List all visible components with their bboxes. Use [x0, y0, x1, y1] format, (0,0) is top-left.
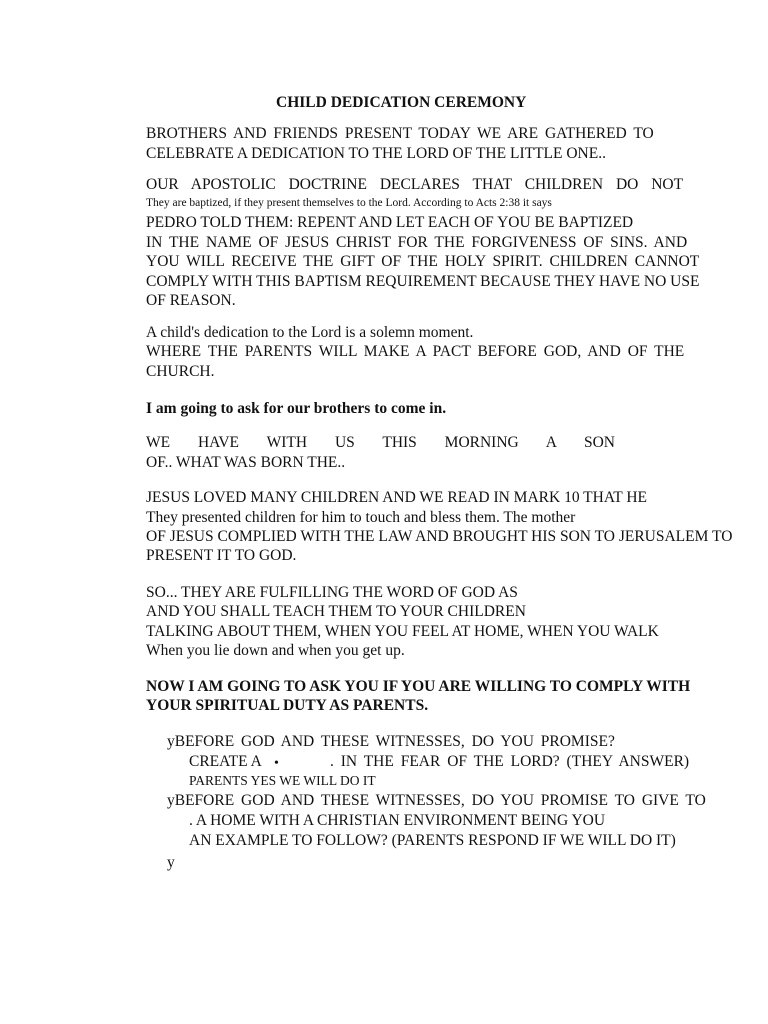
paragraph-line: YOU WILL RECEIVE THE GIFT OF THE HOLY SPIRIT. CHILDREN CANNOT — [146, 253, 700, 270]
paragraph-line: IN THE NAME OF JESUS CHRIST FOR THE FORGIVENESS OF SINS. AND — [146, 234, 688, 251]
paragraph-line: A child's dedication to the Lord is a solemn moment. — [146, 324, 474, 341]
paragraph-line: WE HAVE WITH US THIS MORNING A SON — [146, 434, 615, 451]
paragraph-line: TALKING ABOUT THEM, WHEN YOU FEEL AT HOME, WHEN YOU WALK — [146, 623, 659, 640]
paragraph-line: CHURCH. — [146, 363, 215, 380]
paragraph-line: They presented children for him to touch and bless them. The mother — [146, 509, 576, 526]
paragraph-line: PRESENT IT TO GOD. — [146, 547, 297, 564]
paragraph-line: OF JESUS COMPLIED WITH THE LAW AND BROUGHT HIS SON TO JERUSALEM TO — [146, 528, 733, 545]
paragraph-line: I am going to ask for our brothers to come in. — [146, 400, 447, 417]
question-line: PARENTS YES WE WILL DO IT — [189, 773, 376, 788]
question-line: AN EXAMPLE TO FOLLOW? (PARENTS RESPOND IF WE WILL DO IT) — [189, 832, 676, 849]
question-line: . IN THE FEAR OF THE LORD? (THEY ANSWER) — [330, 753, 690, 770]
paragraph-line: YOUR SPIRITUAL DUTY AS PARENTS. — [146, 697, 429, 714]
paragraph-line: JESUS LOVED MANY CHILDREN AND WE READ IN MARK 10 THAT HE — [146, 489, 648, 506]
paragraph-line: BROTHERS AND FRIENDS PRESENT TODAY WE ARE GATHERED TO — [146, 125, 654, 142]
paragraph-line: SO... THEY ARE FULFILLING THE WORD OF GOD AS — [146, 584, 518, 601]
blank-mark: • — [274, 756, 279, 771]
paragraph-line: WHERE THE PARENTS WILL MAKE A PACT BEFORE GOD, AND OF THE — [146, 343, 685, 360]
paragraph-line: COMPLY WITH THIS BAPTISM REQUIREMENT BECAUSE THEY HAVE NO USE — [146, 273, 700, 290]
paragraph-line: OF.. WHAT WAS BORN THE.. — [146, 454, 346, 471]
paragraph-line: NOW I AM GOING TO ASK YOU IF YOU ARE WILLING TO COMPLY WITH — [146, 678, 691, 695]
paragraph-line: PEDRO TOLD THEM: REPENT AND LET EACH OF YOU BE BAPTIZED — [146, 214, 634, 231]
document-title: CHILD DEDICATION CEREMONY — [276, 94, 527, 111]
question-line: CREATE A — [189, 753, 262, 770]
paragraph-line: CELEBRATE A DEDICATION TO THE LORD OF THE LITTLE ONE.. — [146, 145, 606, 162]
paragraph-line: When you lie down and when you get up. — [146, 642, 405, 659]
paragraph-line: They are baptized, if they present themselves to the Lord. According to Acts 2:38 it says — [146, 197, 552, 209]
question-line: y — [167, 854, 175, 871]
question-line: yBEFORE GOD AND THESE WITNESSES, DO YOU PROMISE TO GIVE TO — [167, 792, 706, 809]
question-line: . A HOME WITH A CHRISTIAN ENVIRONMENT BEING YOU — [189, 812, 606, 829]
paragraph-line: AND YOU SHALL TEACH THEM TO YOUR CHILDREN — [146, 603, 526, 620]
paragraph-line: OF REASON. — [146, 292, 236, 309]
question-line: yBEFORE GOD AND THESE WITNESSES, DO YOU PROMISE? — [167, 733, 615, 750]
paragraph-line: OUR APOSTOLIC DOCTRINE DECLARES THAT CHILDREN DO NOT — [146, 176, 684, 193]
